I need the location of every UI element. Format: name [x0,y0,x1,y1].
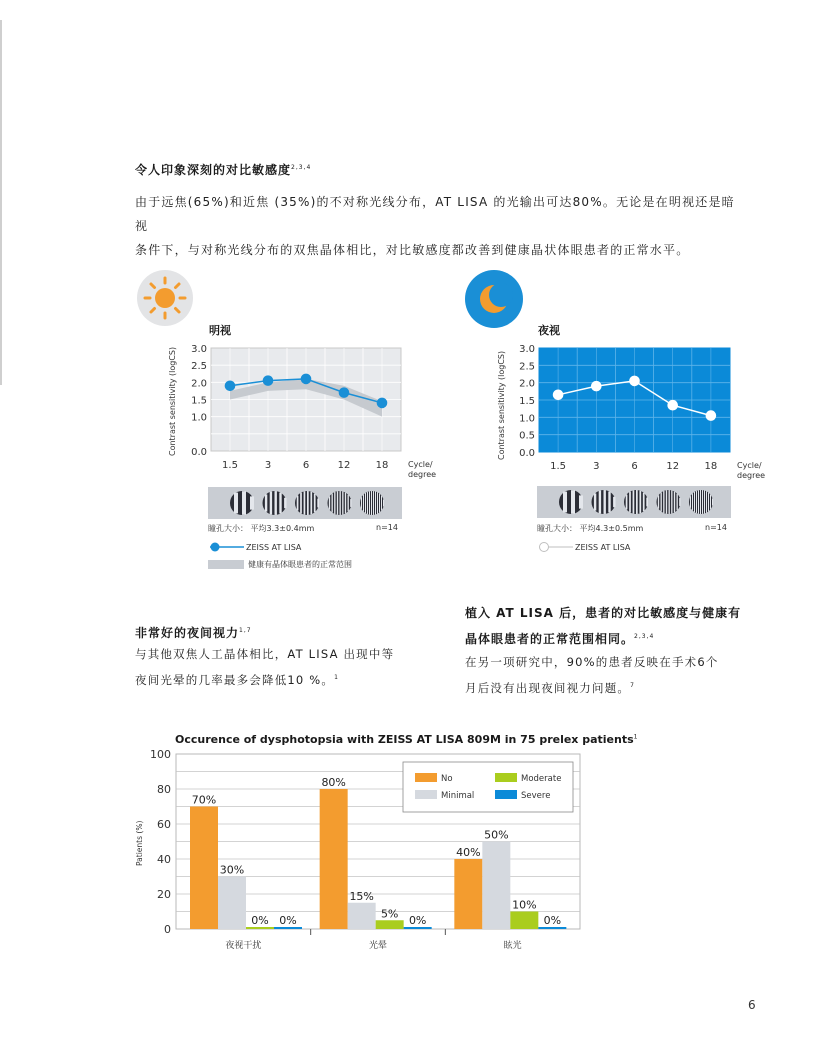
chart2-ylabel: Contrast sensitivity (logCS) [497,350,506,460]
chart1-pupil: 瞳孔大小： 平均3.3±0.4mm [208,524,315,533]
chart1-legend-band [208,559,352,570]
grating-stripe [314,494,316,512]
grating-stripe [361,497,362,509]
grating-stripe [363,495,364,512]
chart2-pupil: 瞳孔大小： 平均4.3±0.5mm [537,524,644,533]
grating-stripe [669,490,670,514]
grating-stripe [712,499,713,506]
data-point [377,398,387,408]
grating-stripe [666,490,667,514]
grating-stripe [365,493,366,513]
data-point [592,381,602,391]
chart3-legend [403,762,573,812]
grating-stripe [250,496,254,509]
bar-value-label: 30% [219,863,245,877]
bar-value-label: 0% [543,914,562,927]
grating-stripe [636,490,638,514]
grating-patch [592,490,616,514]
y-tick-label: 1.5 [191,395,207,407]
grating-stripe [690,496,691,508]
legend-box [403,762,573,812]
bar-value-label: 0% [279,914,297,927]
grating-stripe [304,491,306,514]
grating-stripe [706,491,707,512]
x-axis-label: Cycle/ [737,461,762,470]
x-axis-label: Cycle/ [408,460,433,469]
chart3-plot [145,745,595,955]
section-left-line-2: 夜间光晕的几率最多会降低10 %。 [135,672,335,687]
grating-stripe [639,491,641,513]
grating-patch [263,491,287,515]
grating-patch [328,491,352,515]
y-tick-label: 2.0 [519,378,535,390]
grating-stripe [563,492,567,513]
y-tick-label: 2.5 [519,361,535,373]
chart1-legend-band-swatch [208,560,244,569]
grating-stripe [377,492,378,513]
grating-stripe [708,493,709,512]
page-edge-line [0,20,2,385]
bar-minimal [218,877,246,930]
moon-graphic [465,270,523,328]
chart2-grating-graphic [537,486,731,518]
bar-value-label: 10% [512,898,537,912]
section-contrast-normal [465,602,765,700]
grating-stripe [677,494,678,511]
x-tick-label: 6 [302,460,310,471]
bar-value-label: 80% [321,776,346,789]
x-tick-label: 12 [666,461,680,472]
grating-stripe [661,493,662,512]
chart2-legend-line [537,541,630,553]
moon-shadow [489,283,513,307]
grating-stripe [367,492,368,514]
grating-stripe [608,492,610,513]
chart3-ylabel: Patients (%) [135,820,144,866]
grating-stripe [692,494,693,511]
grating-stripe [696,491,697,513]
bar-minimal [348,903,376,929]
x-tick-label: 3 [264,460,272,471]
grating-stripe [297,496,299,511]
x-category-label: 光晕 [368,941,388,951]
y-tick-label: 1.0 [191,412,207,424]
chart1-title: 明视 [209,324,231,337]
chart1-grating-strip [208,487,402,523]
section-night-vision [135,624,435,692]
grating-stripe [646,498,648,507]
page-number: 6 [748,998,756,1012]
data-point [225,381,235,391]
grating-stripe [270,492,272,515]
grating-stripe [700,490,701,514]
sun-graphic [137,270,193,326]
grating-stripe [332,494,333,513]
bar-severe [274,927,302,929]
grating-stripe [234,493,238,514]
grating-stripe [694,492,695,512]
section-right-body [465,651,765,700]
grating-stripe [371,491,372,515]
section-left-sup: 1,7 [239,627,252,634]
grating-patch [624,490,648,514]
x-tick-label: 1.5 [550,461,567,472]
y-tick-label: 2.5 [191,361,207,373]
grating-stripe [381,496,382,511]
grating-stripe [698,490,699,513]
grating-stripe [310,492,312,514]
x-tick-label: 18 [375,460,389,471]
chart2-title: 夜视 [538,324,560,337]
grating-stripe [340,491,341,515]
chart1-legend-line-label: ZEISS AT LISA [246,542,302,552]
bar-no [320,789,348,929]
data-point [553,390,563,400]
y-tick-label: 0.0 [519,448,535,459]
y-tick-label: 100 [150,748,171,761]
bar-value-label: 0% [408,914,427,927]
sun-core [155,288,175,308]
legend-swatch [495,773,517,782]
legend-label: Severe [521,791,551,801]
bar-value-label: 5% [380,907,399,921]
data-point [263,376,273,386]
bar-value-label: 40% [456,846,481,859]
grating-stripe [629,492,631,513]
grating-stripe [643,493,645,511]
bar-no [454,859,482,929]
legend-label: Moderate [521,774,562,784]
grating-stripe [710,495,711,510]
x-axis-label: degree [408,470,437,479]
grating-stripe [334,492,335,514]
x-tick-label: 18 [704,461,718,472]
y-tick-label: 20 [157,888,171,901]
grating-stripe [594,493,596,510]
legend-swatch [415,790,437,799]
page-heading [135,161,311,178]
grating-patch [360,491,384,515]
grating-stripe [613,497,615,507]
y-tick-label: 0 [164,923,171,936]
chart2-legend-line-label: ZEISS AT LISA [575,542,631,552]
bar-value-label: 15% [349,889,374,903]
data-point [339,388,349,398]
grating-stripe [379,494,380,513]
section-right-sup: 2,3,4 [634,633,655,640]
intro-paragraph [135,190,735,262]
heading-text: 令人印象深刻的对比敏感度 [135,163,292,177]
chart1-legend-band-label: 健康有晶体眼患者的正常范围 [248,560,352,569]
y-tick-label: 3.0 [191,344,207,355]
grating-stripe [375,492,376,515]
bar-severe [404,927,432,929]
grating-stripe [242,491,246,515]
section-right-title [465,602,765,651]
heading-sup: 2,3,4 [291,164,312,171]
y-tick-label: 3.0 [519,344,535,355]
chart1-ylabel: Contrast sensitivity (logCS) [168,346,177,456]
bar-value-label: 0% [251,914,269,927]
grating-stripe [626,495,628,510]
grating-stripe [317,499,319,508]
chart2-plot [508,338,766,480]
grating-stripe [604,490,606,514]
grating-stripe [345,493,346,514]
legend-swatch [415,773,437,782]
x-tick-label: 1.5 [222,460,238,471]
bar-moderate [510,912,538,930]
grating-patch [657,490,681,514]
grating-stripe [663,491,664,513]
y-tick-label: 2.0 [191,378,207,390]
grating-stripe [300,493,302,514]
chart1-n: n=14 [376,523,398,532]
grating-stripe [658,495,659,508]
grating-stripe [383,500,384,507]
x-tick-label: 12 [337,460,351,471]
intro-line-1: 由于远焦(65%)和近焦 (35%)的不对称光线分布，AT LISA 的光输出可达80%。无论是在明视还是暗视 [135,195,735,233]
grating-stripe [373,491,374,515]
grating-stripe [679,498,680,506]
section-left-line-2-sup: 1 [334,674,340,681]
grating-stripe [350,499,351,507]
bar-moderate [246,927,274,929]
grating-patch [689,490,713,514]
section-right-title-2: 晶体眼患者的正常范围相同。 [465,632,635,646]
grating-stripe [342,491,343,514]
grating-patch [559,490,583,514]
data-point [668,400,678,410]
section-right-line-2-sup: 7 [630,682,636,689]
grating-stripe [275,491,277,515]
grating-stripe [279,493,281,514]
grating-patch [295,491,319,515]
intro-line-2: 条件下，与对称光线分布的双焦晶体相比，对比敏感度都改善到健康晶状体眼患者的正常水平。 [135,243,690,257]
bar-no [190,807,218,930]
section-right-line-1: 在另一项研究中，90%的患者反映在手术6个 [465,655,719,669]
grating-stripe [671,490,672,513]
y-tick-label: 0.5 [519,430,535,442]
section-right-line-2: 月后没有出现夜间视力问题。 [465,680,631,695]
grating-stripe [329,496,330,509]
moon-icon [465,270,523,328]
chart3-title-text: Occurence of dysphotopsia with ZEISS AT LISA 809M in 75 prelex patients [175,733,634,746]
legend-label: Minimal [441,791,475,801]
grating-stripe [674,492,675,513]
y-tick-label: 60 [157,818,171,831]
y-tick-label: 0.0 [191,447,207,458]
sun-icon [137,270,193,326]
bar-severe [538,927,566,929]
y-tick-label: 40 [157,853,171,866]
chart1-plot [180,338,437,479]
chart1-legend-line-marker [208,541,246,553]
bar-value-label: 70% [191,793,217,807]
section-left-line-1: 与其他双焦人工晶体相比，AT LISA 出现中等 [135,647,395,661]
section-left-body [135,643,435,692]
data-point [706,411,716,421]
grating-stripe [265,494,267,511]
grating-stripe [348,495,349,512]
chart1-legend-line [208,541,301,553]
x-category-label: 夜视干扰 [225,941,262,951]
grating-stripe [704,491,705,514]
x-tick-label: 3 [593,461,600,472]
grating-stripe [599,491,601,514]
chart3-title-sup: 1 [633,733,638,741]
grating-patch [230,491,254,515]
data-point [301,374,311,384]
grating-stripe [571,490,575,514]
chart2-n: n=14 [705,523,727,532]
grating-stripe [633,490,635,513]
grating-stripe [307,491,309,515]
y-tick-label: 1.0 [519,413,535,425]
bar-moderate [376,920,404,929]
legend-label: No [441,774,453,784]
legend-swatch [495,790,517,799]
y-tick-label: 1.5 [519,396,535,407]
data-point [630,376,640,386]
grating-stripe [369,491,370,514]
grating-stripe [702,490,703,514]
section-night-vision-title [135,624,435,641]
x-category-label: 眩光 [503,941,522,951]
y-tick-label: 80 [157,783,171,796]
x-tick-label: 6 [631,461,638,472]
chart2-legend-line-marker [537,541,575,553]
section-right-title-1: 植入 AT LISA 后，患者的对比敏感度与健康有 [465,606,742,620]
chart1-grating-graphic [208,487,402,519]
grating-stripe [284,498,286,508]
section-left-title-text: 非常好的夜间视力 [135,626,240,640]
grating-stripe [337,491,338,515]
bar-minimal [482,842,510,930]
bar-value-label: 50% [484,828,509,842]
x-axis-label: degree [737,471,766,480]
chart2-grating-strip [537,486,731,522]
grating-stripe [579,495,583,508]
